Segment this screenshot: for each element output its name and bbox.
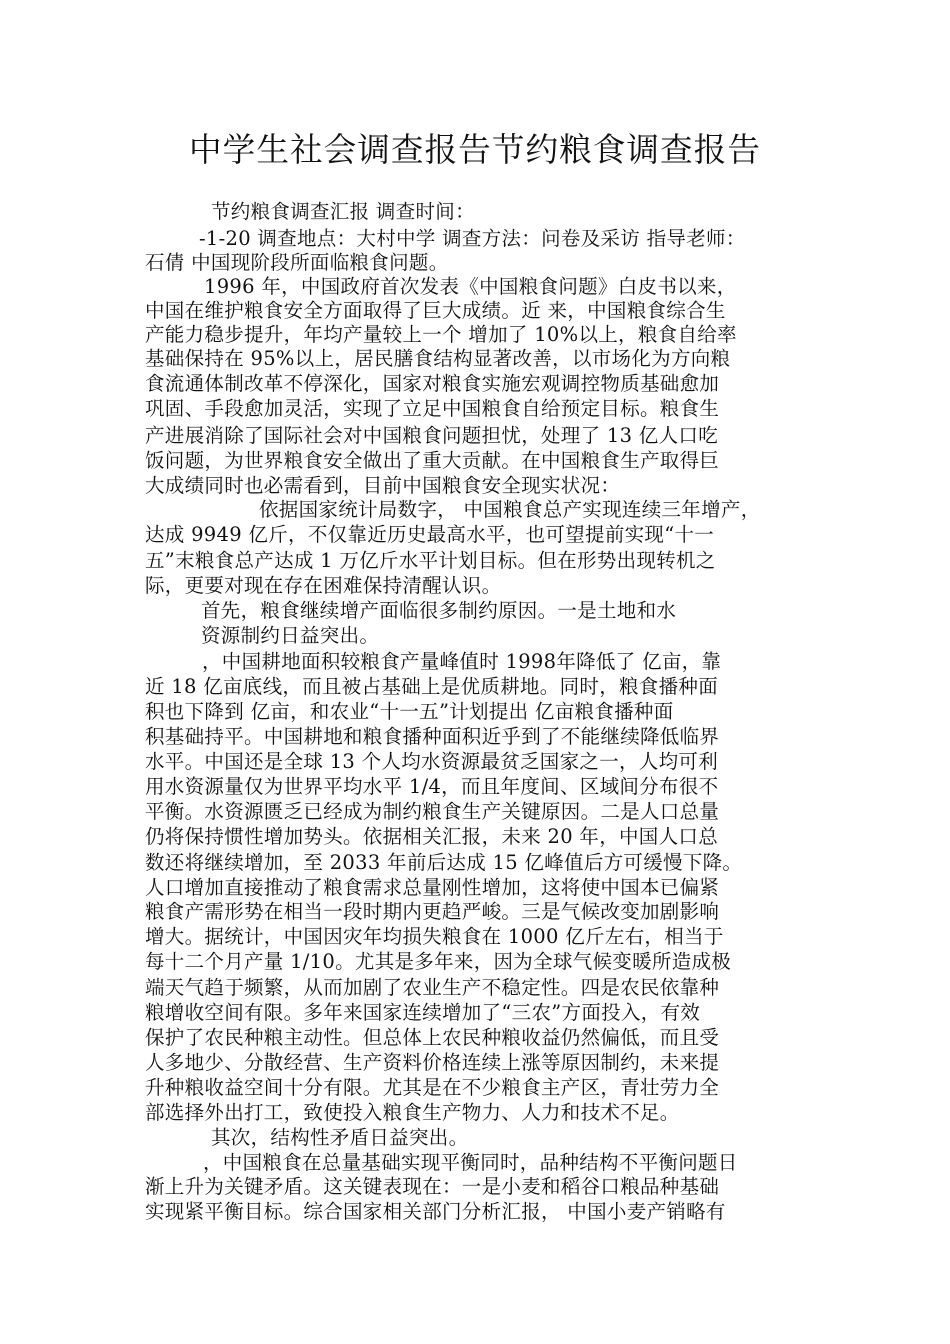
- text-line: 水平。中国还是全球 13 个人均水资源最贫乏国家之一，人均可利: [145, 750, 719, 773]
- text-line: 五”末粮食总产达成 1 万亿斤水平计划目标。但在形势出现转机之: [145, 549, 716, 572]
- text-line: ，中国耕地面积较粮食产量峰值时 1998年降低了 亿亩，靠: [202, 650, 722, 673]
- text-line: 1996 年，中国政府首次发表《中国粮食问题》白皮书以来，: [204, 275, 737, 298]
- text-line: 基础保持在 95%以上，居民膳食结构显著改善，以市场化为方向粮: [145, 347, 731, 370]
- text-line: 端天气趋于频繁，从而加剧了农业生产不稳定性。四是农民依靠种: [145, 976, 720, 999]
- text-line: 首先，粮食继续增产面临很多制约原因。一是土地和水: [201, 599, 677, 622]
- text-line: 其次，结构性矛盾日益突出。: [211, 1126, 469, 1149]
- text-line: 依据国家统计局数字， 中国粮食总产实现连续三年增产，: [259, 498, 761, 521]
- text-line: 巩固、手段愈加灵活，实现了立足中国粮食自给预定目标。粮食生: [145, 397, 720, 420]
- text-line: ，中国粮食在总量基础实现平衡同时，品种结构不平衡问题日: [203, 1151, 738, 1174]
- text-line: 仍将保持惯性增加势头。依据相关汇报，未来 20 年，中国人口总: [145, 825, 719, 848]
- text-line: 积基础持平。中国耕地和粮食播种面积近乎到了不能继续降低临界: [145, 725, 720, 748]
- text-line: 部选择外出打工，致使投入粮食生产物力、人力和技术不足。: [145, 1101, 680, 1124]
- text-line: 人口增加直接推动了粮食需求总量刚性增加，这将使中国本已偏紧: [145, 876, 720, 899]
- text-line: 近 18 亿亩底线，而且被占基础上是优质耕地。同时，粮食播种面: [145, 675, 719, 698]
- text-line: 人多地少、分散经营、生产资料价格连续上涨等原因制约，未来提: [145, 1051, 720, 1074]
- text-line: 饭问题，为世界粮食安全做出了重大贡献。在中国粮食生产取得巨: [145, 449, 720, 472]
- text-line: -1-20 调查地点：大村中学 调查方法：问卷及采访 指导老师：: [199, 227, 746, 250]
- text-line: 数还将继续增加，至 2033 年前后达成 15 亿峰值后方可缓慢下降。: [145, 851, 743, 874]
- text-line: 保护了农民种粮主动性。但总体上农民种粮收益仍然偏低，而且受: [145, 1026, 720, 1049]
- text-line: 粮增收空间有限。多年来国家连续增加了“三农”方面投入，有效: [145, 1001, 701, 1024]
- text-line: 食流通体制改革不停深化，国家对粮食实施宏观调控物质基础愈加: [145, 372, 720, 395]
- text-line: 产进展消除了国际社会对中国粮食问题担忧，处理了 13 亿人口吃: [145, 424, 719, 447]
- text-line: 实现紧平衡目标。综合国家相关部门分析汇报， 中国小麦产销略有: [145, 1200, 726, 1223]
- text-line: 粮食产需形势在相当一段时期内更趋严峻。三是气候改变加剧影响: [145, 900, 720, 923]
- text-line: 升种粮收益空间十分有限。尤其是在不少粮食主产区，青壮劳力全: [145, 1076, 720, 1099]
- text-line: 达成 9949 亿斤，不仅靠近历史最高水平，也可望提前实现“十一: [145, 523, 715, 546]
- text-line: 际，更要对现在存在困难保持清醒认识。: [145, 574, 502, 597]
- text-line: 大成绩同时也必需看到，目前中国粮食安全现实状况：: [145, 474, 621, 497]
- text-line: 产能力稳步提升，年均产量较上一个 增加了 10%以上，粮食自给率: [145, 323, 737, 346]
- text-line: 增大。据统计，中国因灾年均损失粮食在 1000 亿斤左右，相当于: [145, 925, 724, 948]
- text-line: 渐上升为关键矛盾。这关键表现在：一是小麦和稻谷口粮品种基础: [145, 1175, 720, 1198]
- text-line: 每十二个月产量 1/10。尤其是多年来，因为全球气候变暖所造成极: [145, 950, 732, 973]
- text-line: 中国在维护粮食安全方面取得了巨大成绩。近 来，中国粮食综合生: [145, 299, 726, 322]
- text-line: 石倩 中国现阶段所面临粮食问题。: [145, 251, 449, 274]
- text-line: 平衡。水资源匮乏已经成为制约粮食生产关键原因。二是人口总量: [145, 800, 720, 823]
- text-line: 资源制约日益突出。: [201, 624, 380, 647]
- text-line: 用水资源量仅为世界平均水平 1/4，而且年度间、区域间分布很不: [145, 775, 719, 798]
- text-line: 积也下降到 亿亩，和农业“十一五”计划提出 亿亩粮食播种面: [145, 700, 674, 723]
- page-title: 中学生社会调查报告节约粮食调查报告: [189, 130, 761, 169]
- text-line: 节约粮食调查汇报 调查时间：: [211, 200, 475, 223]
